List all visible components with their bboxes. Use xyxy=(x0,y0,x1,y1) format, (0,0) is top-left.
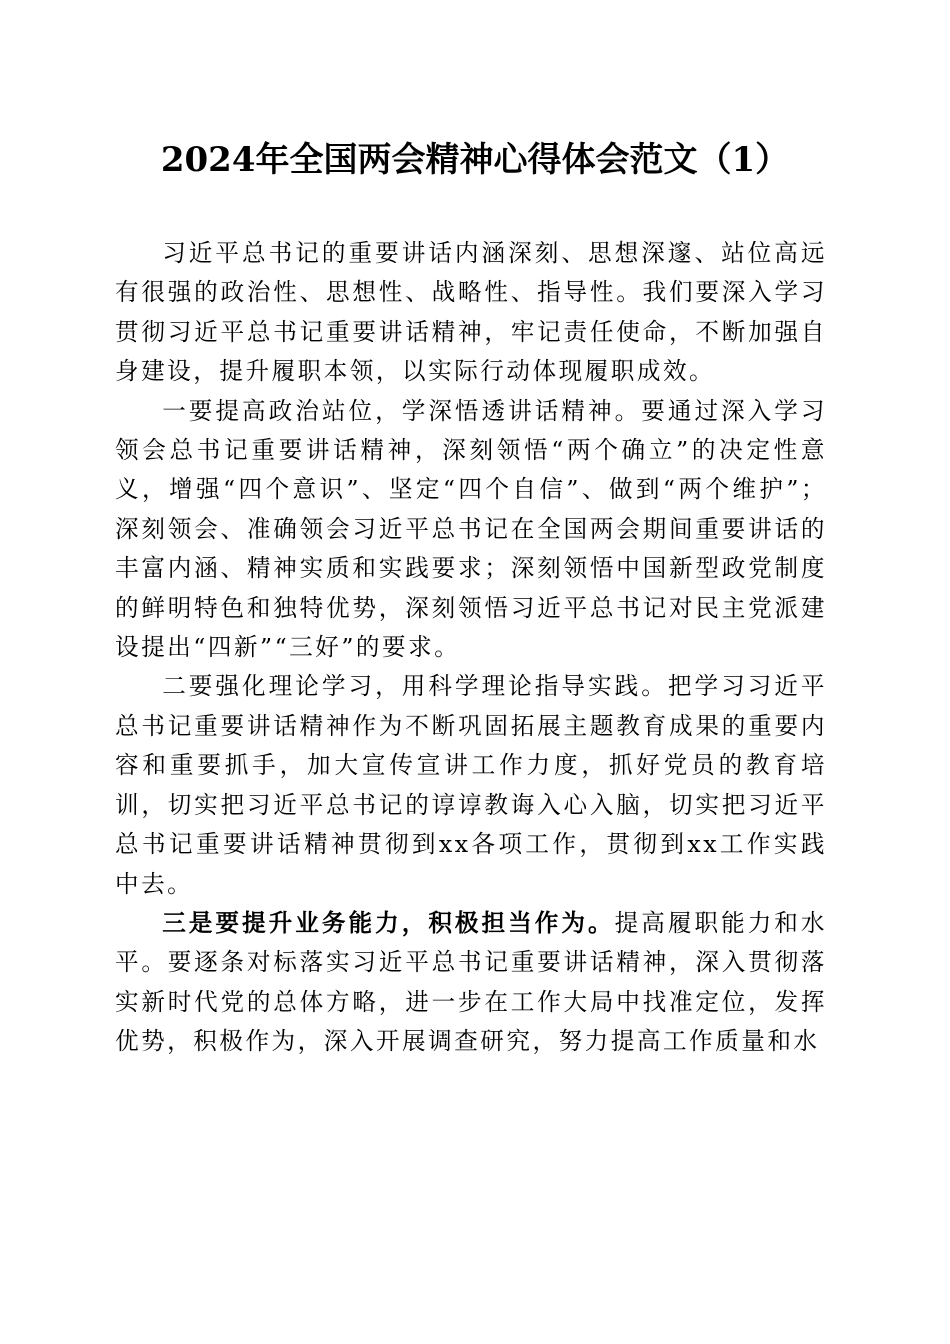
document-title: 2024年全国两会精神心得体会范文（1） xyxy=(160,140,790,180)
paragraph-text: 提高履职能力和水平。要逐条对标落实习近平总书记重要讲话精神，深入贯彻落实新时代党的总体方略，进一步在工作大局中找准定位，发挥优势，积极作为，深入开展调查研究，努力提高工作质量和水 xyxy=(115,908,828,1056)
document-body xyxy=(115,234,827,1062)
paragraph-point-one xyxy=(115,392,827,668)
paragraph-text: 一要提高政治站位，学深悟透讲话精神。要通过深入学习领会总书记重要讲话精神，深刻领悟“两个确立”的决定性意义，增强“四个意识”、坚定“四个自信”、做到“两个维护”；深刻领会、准确领会习近平总书记在全国两会期间重要讲话的丰富内涵、精神实质和实践要求；深刻领悟中国新型政党制度的鲜明特色和独特优势，深刻领悟习近平总书记对民主党派建设提出“四新”“三好”的要求。 xyxy=(115,396,827,662)
paragraph-lead-heading: 三是要提升业务能力，积极担当作为。 xyxy=(162,908,615,937)
paragraph-intro xyxy=(115,234,827,392)
paragraph-point-three xyxy=(115,904,827,1062)
paragraph-text: 二要强化理论学习，用科学理论指导实践。把学习习近平总书记重要讲话精神作为不断巩固拓展主题教育成果的重要内容和重要抓手，加大宣传宣讲工作力度，抓好党员的教育培训，切实把习近平总书记的谆谆教诲入心入脑，切实把习近平总书记重要讲话精神贯彻到xx各项工作，贯彻到xx工作实践中去。 xyxy=(115,672,827,898)
paragraph-text: 习近平总书记的重要讲话内涵深刻、思想深邃、站位高远有很强的政治性、思想性、战略性、指导性。我们要深入学习贯彻习近平总书记重要讲话精神，牢记责任使命，不断加强自身建设，提升履职本领，以实际行动体现履职成效。 xyxy=(115,239,827,386)
paragraph-point-two xyxy=(115,667,827,903)
